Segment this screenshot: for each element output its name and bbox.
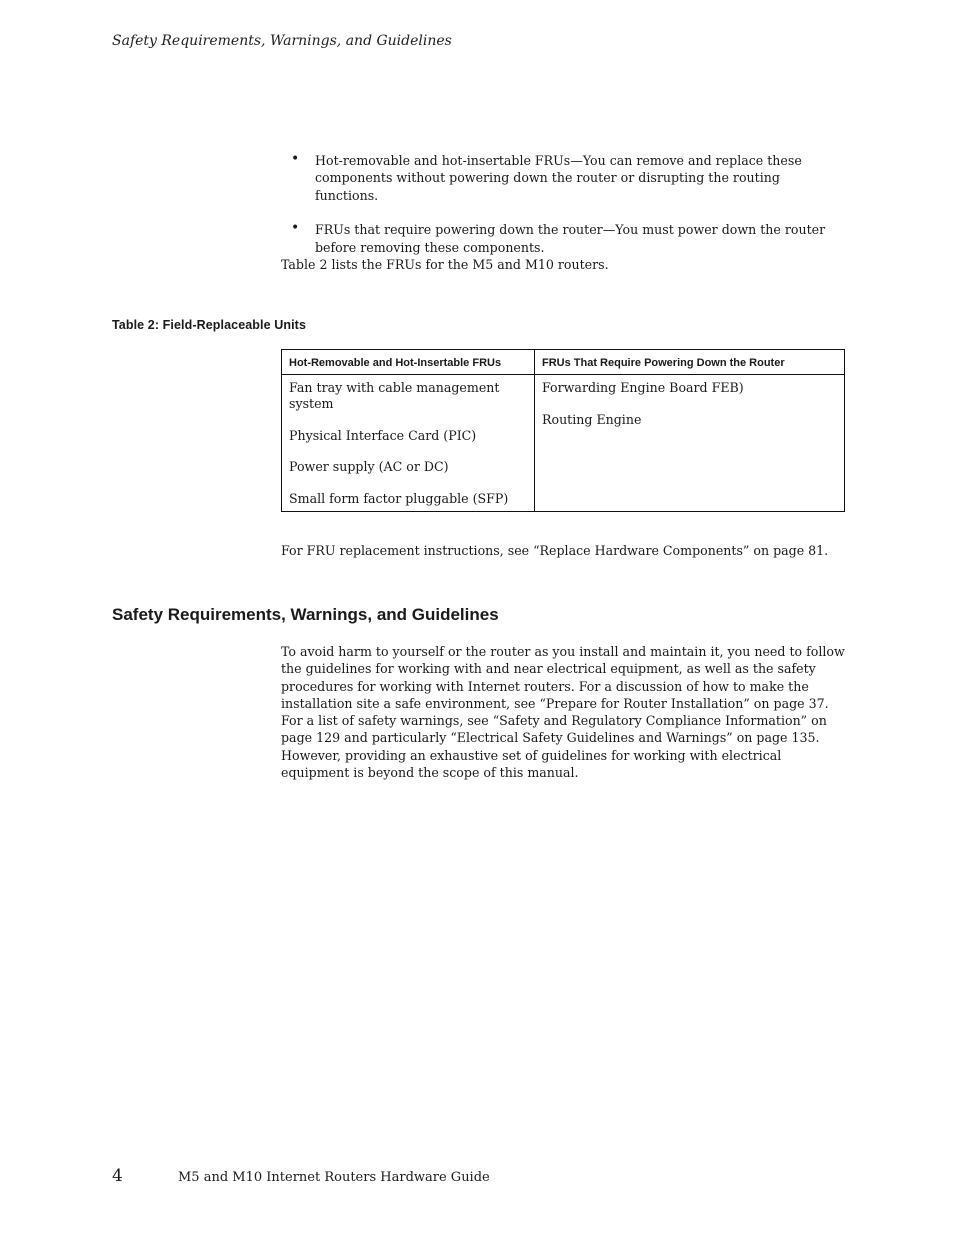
safety-paragraph: To avoid harm to yourself or the router as you install and maintain it, you need to follow the guidelines for working with and near electrical equipment, as well as the safety procedures for working with Internet routers. For a discussion of how to make the installation site a safe environment, see “Prepare for Router Installation” on page 37. For a list of safety warnings, see “Safety and Regulatory Compliance Information” on page 129 and particularly “Electrical Safety Guidelines and Warnings” on page 135. However, providing an exhaustive set of guidelines for working with electrical equipment is beyond the scope of this manual. [281, 644, 845, 781]
page-number: 4 [112, 1166, 123, 1186]
hot-removable-cell [282, 375, 535, 512]
list-item [281, 221, 846, 256]
column-header-hot-removable: Hot-Removable and Hot-Insertable FRUs [282, 350, 535, 375]
table-cell-item: Forwarding Engine Board FEB) [542, 380, 744, 395]
fru-replacement-paragraph: For FRU replacement instructions, see “Replace Hardware Components” on page 81. [281, 543, 829, 558]
list-item [281, 152, 846, 204]
footer-title: M5 and M10 Internet Routers Hardware Guide [178, 1170, 490, 1185]
bullet-text: Hot-removable and hot-insertable FRUs—You can remove and replace these components without powering down the router or disrupting the routing functions. [315, 153, 802, 203]
bullet-text: FRUs that require powering down the router—You must power down the router before removing these components. [315, 222, 826, 255]
table-caption: Table 2: Field-Replaceable Units [112, 318, 306, 332]
section-heading: Safety Requirements, Warnings, and Guidelines [112, 605, 499, 624]
table-row [282, 375, 845, 512]
table-intro-paragraph: Table 2 lists the FRUs for the M5 and M10 routers. [281, 257, 609, 272]
bullet-icon: • [291, 220, 300, 237]
power-down-cell [535, 375, 845, 512]
fru-table [281, 349, 845, 512]
table-cell-item: Small form factor pluggable (SFP) [289, 490, 509, 506]
table-cell-item: Fan tray with cable management system [289, 380, 500, 411]
column-header-power-down: FRUs That Require Powering Down the Router [535, 350, 845, 375]
bullet-icon: • [291, 151, 300, 167]
running-header: Safety Requirements, Warnings, and Guidelines [112, 33, 452, 49]
table-header-row [282, 350, 845, 375]
table-cell-item: Power supply (AC or DC) [289, 459, 449, 474]
table-cell-item: Routing Engine [542, 411, 642, 427]
table-cell-item: Physical Interface Card (PIC) [289, 427, 477, 443]
